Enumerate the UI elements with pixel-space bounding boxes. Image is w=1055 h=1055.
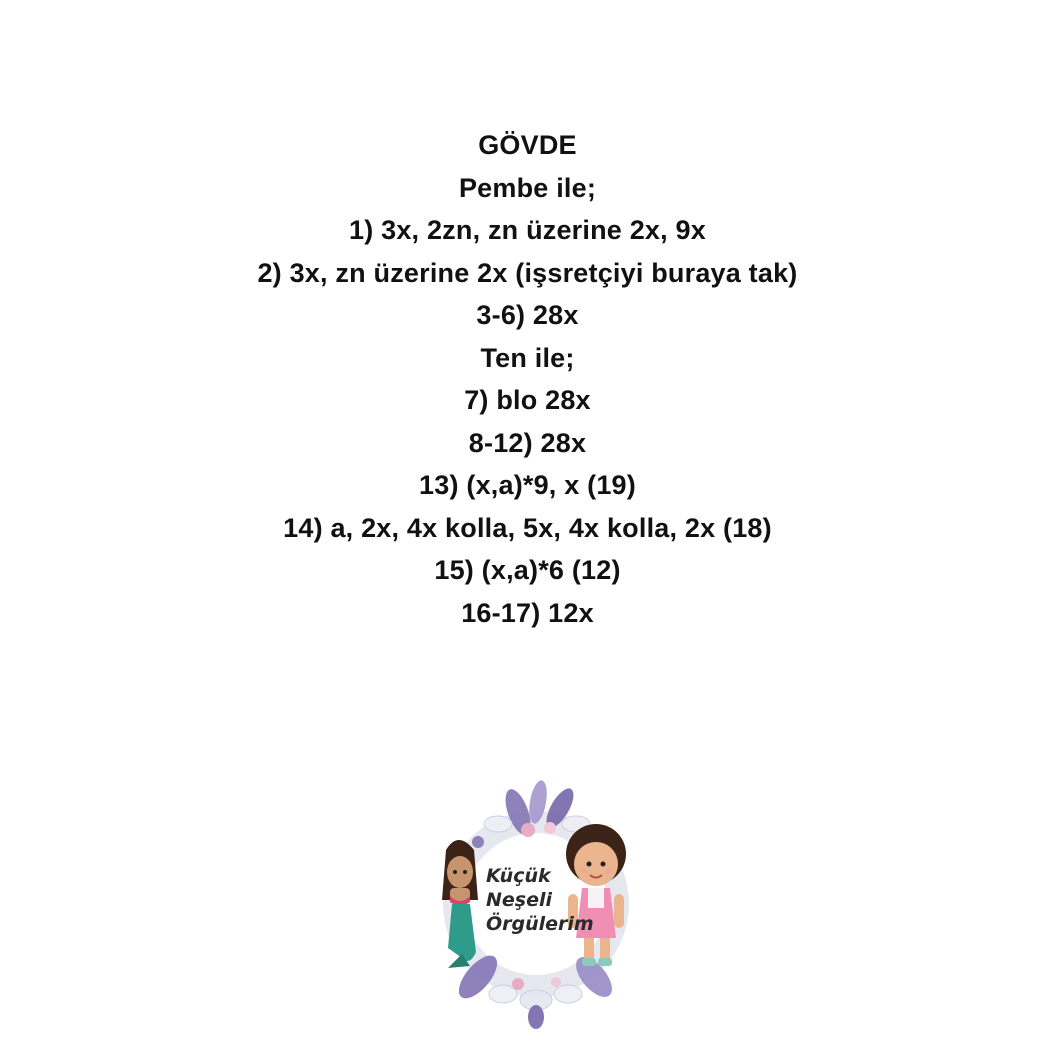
- pattern-row: 7) blo 28x: [464, 385, 591, 415]
- section-title: GÖVDE: [478, 130, 577, 160]
- pattern-row: 1) 3x, 2zn, zn üzerine 2x, 9x: [349, 215, 706, 245]
- pattern-row: 8-12) 28x: [468, 427, 587, 458]
- pattern-row: 3-6) 28x: [476, 300, 579, 330]
- pattern-row: 13) (x,a)*9, x (19): [419, 470, 636, 500]
- brand-logo: [418, 772, 648, 1032]
- logo-text: [486, 864, 616, 936]
- logo-line: Neşeli: [486, 889, 553, 911]
- pattern-row: 15) (x,a)*6 (12): [434, 555, 621, 585]
- pattern-row: 14) a, 2x, 4x kolla, 5x, 4x kolla, 2x (18): [283, 512, 772, 543]
- color-instruction: Pembe ile;: [458, 172, 597, 203]
- color-instruction: Ten ile;: [480, 342, 575, 373]
- logo-line: Örgülerim: [486, 913, 594, 935]
- logo-line: Küçük: [486, 865, 551, 887]
- pattern-row: 2) 3x, zn üzerine 2x (işsretçiyi buraya tak): [257, 257, 798, 288]
- pattern-text: [0, 124, 1055, 634]
- pattern-row: 16-17) 12x: [461, 597, 594, 628]
